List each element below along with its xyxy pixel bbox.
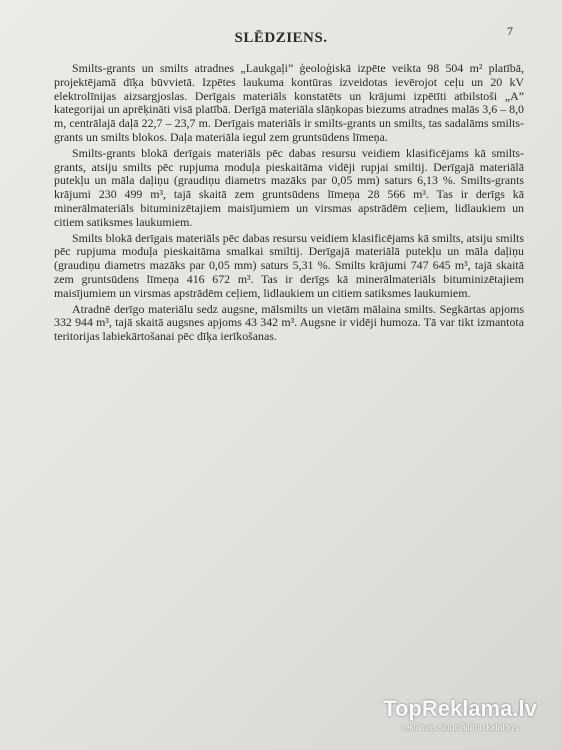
watermark	[370, 696, 550, 732]
watermark-subtitle: reklāmas sludinājumu katalogs	[401, 722, 519, 732]
document-title: SLĒDZIENS.	[234, 30, 328, 46]
document-body	[54, 62, 524, 346]
paragraph-sand-block: Smilts blokā derīgais materiāls pēc dabas resursu veidiem klasificējams kā smilts, atsiju smilts pēc rupjuma moduļa pieskaitāma smalkai smiltij. Derīgajā materiālā putekļu un māla daļiņu (graudiņu diametrs mazāks par 0,05 mm) saturs 5,31 %. Smilts krājumi 747 645 m³, tajā skaitā zem gruntsūdens līmeņa 416 672 m³. Tas ir derīgs kā minerālmateriāls bituminizētajiem maisījumiem un virsmas apstrādēm ceļiem, lidlaukiem un citiem satiksmes laukumiem.	[54, 230, 524, 300]
watermark-logo-text: TopReklama.lv	[383, 696, 537, 721]
page-number: 7	[507, 24, 513, 38]
paragraph-overburden: Atradnē derīgo materiālu sedz augsne, mālsmilts un vietām mālaina smilts. Segkārtas apjoms 332 944 m³, tajā skaitā augsnes apjoms 43 342 m³. Augsne ir vidēji humoza. Tā var tikt izmantota teritorijas labiekārtošanai pēc dīķa ierīkošanas.	[54, 301, 524, 344]
paragraph-sand-gravel-block: Smilts-grants blokā derīgais materiāls pēc dabas resursu veidiem klasificējams kā smilts-grants, atsiju smilts pēc rupjuma moduļa pieskaitāma vidēji rupjai smiltij. Derīgajā materiālā putekļu un māla daļiņu (graudiņu diametrs mazāks par 0,05 mm) saturs 6,13 %. Smilts-grants krājumi 230 499 m³, tajā skaitā zem gruntsūdens līmeņa 28 566 m³. Tas ir derīgs kā minerālmateriāls bituminizētajiem maisījumiem un virsmas apstrādēm ceļiem, lidlaukiem un citiem satiksmes laukumiem.	[54, 145, 524, 229]
paragraph-summary: Smilts-grants un smilts atradnes „Laukgaļi” ģeoloģiskā izpēte veikta 98 504 m² platībā, projektējamā dīķa būvvietā. Izpētes laukuma kontūras izveidotas ievērojot ceļu un 20 kV elektrolīnijas aizsargjoslas. Derīgais materiāls konstatēts un krājumi izpētīti atbilstoši „A” kategorijai un aprēķināti visā platībā. Derīgā materiāla slāņkopas biezums atradnes malās 3,6 – 8,0 m, centrālajā daļā 22,7 – 23,7 m. Derīgais materiāls ir smilts-grants un smilts, tas sadalāms smilts-grants un smilts blokos. Daļa materiāla iegul zem gruntsūdens līmeņa.	[54, 61, 524, 144]
